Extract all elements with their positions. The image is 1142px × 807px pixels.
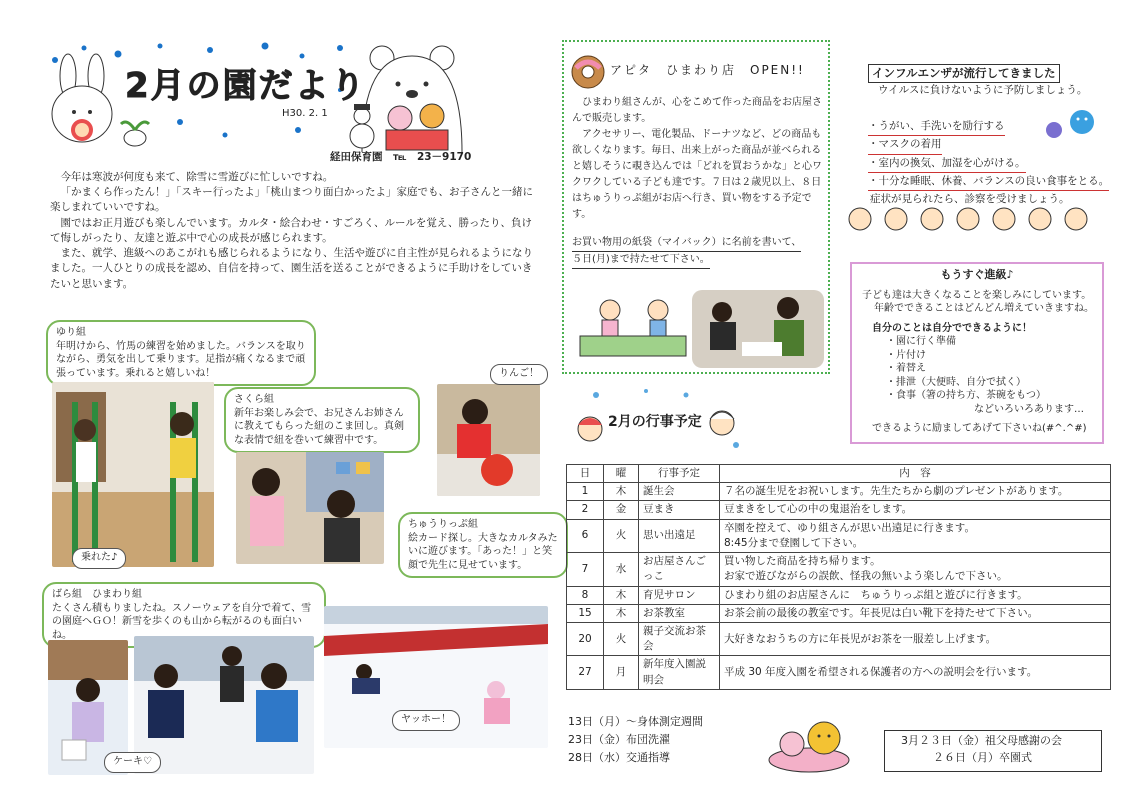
shinkyu-subtitle: 自分のことは自分でできるように！ — [872, 322, 1032, 334]
donut-icon — [570, 54, 606, 90]
row-weekday: 水 — [604, 553, 639, 586]
row-event: お店屋さんごっこ — [639, 553, 720, 586]
caption-bubble: りんご！ — [490, 364, 548, 385]
apita-text — [572, 95, 822, 269]
shop-craft-photo — [692, 290, 824, 368]
class-name: ちゅうりっぷ組 — [408, 519, 478, 530]
row-content — [720, 553, 1111, 586]
table-row — [567, 604, 1111, 622]
header-event: 行事予定 — [639, 465, 720, 483]
sakura-class-bubble — [224, 387, 420, 453]
row-event: 豆まき — [639, 501, 720, 519]
class-text: 年明けから、竹馬の練習を始めました。バランスを取りながら、勇気を出して乗ります。足指が痛くなるまで頑張っています。乗れると嬉しいね！ — [56, 340, 306, 379]
caption-bubble: 乗れた♪ — [72, 548, 126, 569]
class-name: さくら組 — [234, 394, 274, 405]
shinkyu-item: ・園に行く準備 — [886, 336, 956, 348]
shinkyu-item: ・排泄（大便時、自分で拭く） — [886, 376, 1026, 388]
intro-paragraph: 今年は寒波が何度も来て、除雪に雪遊びに忙しいですね。 — [60, 171, 334, 183]
virus-icon — [1040, 104, 1100, 148]
shinkyu-box — [850, 262, 1104, 444]
shinkyu-item: ・着替え — [886, 363, 926, 375]
caption-bubble: ケーキ♡ — [104, 752, 161, 773]
flu-item: ・マスクの着用 — [868, 136, 942, 154]
apita-title: アピタ ひまわり店 OPEN!! — [610, 63, 805, 77]
apita-notice-1: お買い物用の紙袋（マイバック）に名前を書いて、 — [572, 235, 801, 252]
note-item: 28日（水）交通指導 — [568, 751, 670, 765]
row-event: 誕生会 — [639, 483, 720, 501]
row-event: 親子交流お茶会 — [639, 622, 720, 655]
table-row — [567, 622, 1111, 655]
class-text: 新年お楽しみ会で、お兄さんお姉さんに教えてもらった紐のこま回し。真剣な表情で紐を巻いて練習中です。 — [234, 407, 404, 446]
shinkyu-closing: できるように励ましてあげて下さいね(#^.^#) — [872, 423, 1087, 435]
intro-paragraph: また、就学、進級へのあこがれも感じられるようになり、生活や遊びに自主性が見られるようになりました。一人ひとりの成長を認め、自信を持って、園生活を送ることができるように手助けをしていきたいと思います。 — [50, 247, 533, 290]
shinkyu-text: 子ども達は大きくなることを楽しみにしています。 — [862, 289, 1092, 301]
row-weekday: 木 — [604, 483, 639, 501]
row-weekday: 金 — [604, 501, 639, 519]
row-day: 8 — [567, 586, 604, 604]
row-day: 2 — [567, 501, 604, 519]
row-content: 平成 30 年度入園を希望される保護者の方への説明会を行います。 — [720, 656, 1111, 689]
class-text: たくさん積もりましたね。スノーウェアを自分で着て、雪の園庭へＧＯ！新雪を歩くのも山から転がるのも面白いね。 — [52, 602, 312, 641]
row-day: 15 — [567, 604, 604, 622]
stilts-photo — [52, 382, 214, 567]
header-weekday: 曜 — [604, 465, 639, 483]
schedule-title: 2月の行事予定 — [608, 414, 702, 430]
table-row — [567, 656, 1111, 689]
table-row — [567, 553, 1111, 586]
flu-item: ・十分な睡眠、休養、バランスの良い食事をとる。 — [868, 173, 1109, 191]
apita-paragraph: ひまわり組さんが、心をこめて作った商品をお店屋さんで販売します。 — [572, 97, 822, 124]
intro-paragraph: 園ではお正月遊びも楽しんでいます。カルタ・絵合わせ・すごろく、ルールを覚え、勝ったり、負けて悔しがったり、友達と遊ぶ中で心の成長が感じられます。 — [50, 216, 532, 244]
header-content: 内 容 — [720, 465, 1111, 483]
row-event: 育児サロン — [639, 586, 720, 604]
row-day: 20 — [567, 622, 604, 655]
flu-subtitle: ウイルスに負けないように予防しましょう。 — [878, 84, 1088, 96]
row-day: 27 — [567, 656, 604, 689]
apita-paragraph: アクセサリー、電化製品、ドーナツなど、どの商品も欲しくなります。毎日、出来上がった商品が並べられると嬉しそうに覗き込んでは「どれを買おうかな」と心ワクワクしている子ども達です。７日は２歳児以上、８日はちゅうりっぷ組がお店へ行き、買い物をする予定です。 — [572, 129, 822, 220]
row-weekday: 火 — [604, 519, 639, 552]
march-event: ２６日（月）卒園式 — [933, 750, 1032, 764]
shop-kids-illustration — [576, 296, 690, 360]
row-content: ７名の誕生児をお祝いします。先生たちから劇のプレゼントがあります。 — [720, 483, 1111, 501]
table-row — [567, 586, 1111, 604]
row-content: 大好きなおうちの方に年長児がお茶を一服差し上げます。 — [720, 622, 1111, 655]
row-event: お茶教室 — [639, 604, 720, 622]
table-row — [567, 483, 1111, 501]
monthly-notes — [568, 713, 703, 767]
flu-note: 症状が見られたら、診察を受けましょう。 — [870, 193, 1070, 206]
flu-title: インフルエンザが流行してきました — [868, 64, 1060, 83]
issue-date: H30. 2. 1 — [282, 108, 328, 119]
note-item: 23日（金）布団洗濯 — [568, 733, 670, 747]
row-content-line: お家で遊びながらの誤飲、怪我の無いよう楽しんで下さい。 — [724, 570, 1008, 583]
sick-faces-illustration — [846, 204, 1104, 234]
apple-card-photo — [437, 384, 540, 496]
row-day: 1 — [567, 483, 604, 501]
sprout-icon — [121, 122, 149, 146]
flu-item: ・室内の換気、加湿を心がける。 — [868, 155, 1026, 173]
caption-bubble: ヤッホー！ — [392, 710, 460, 731]
row-content: ひまわり組のお店屋さんに ちゅうりっぷ組と遊びに行きます。 — [720, 586, 1111, 604]
row-content — [720, 519, 1111, 552]
header-day: 日 — [567, 465, 604, 483]
shinkyu-item: ・食事（箸の持ち方、茶碗をもつ） — [886, 390, 1046, 402]
row-event: 思い出遠足 — [639, 519, 720, 552]
class-text: 絵カード探し。大きなカルタみたいに遊びます。「あった！」と笑顔で先生に見せています。 — [408, 532, 558, 571]
shinkyu-title: もうすぐ進級♪ — [940, 268, 1014, 281]
row-weekday: 月 — [604, 656, 639, 689]
row-day: 7 — [567, 553, 604, 586]
march-events-box — [884, 730, 1102, 772]
row-content: 豆まきをして心の中の鬼退治をします。 — [720, 501, 1111, 519]
table-row — [567, 519, 1111, 552]
rabbit-icon — [52, 54, 112, 142]
row-content-line: 買い物した商品を持ち帰ります。 — [724, 555, 881, 568]
apita-notice-2: ５日(月)まで持たせて下さい。 — [572, 252, 710, 269]
row-weekday: 火 — [604, 622, 639, 655]
row-content-line: 卒園を控えて、ゆり組さんが思い出遠足に行きます。 — [724, 521, 975, 534]
note-item: 13日（月）～身体測定週間 — [568, 715, 703, 728]
shinkyu-text: 年齢でできることはどんどん増えていきますね。 — [874, 303, 1094, 315]
schedule-table — [566, 464, 1111, 690]
table-row — [567, 501, 1111, 519]
flu-item: ・うがい、手洗いを励行する — [868, 118, 1005, 136]
intro-text — [50, 170, 535, 292]
row-content-line: 8:45分まで登園して下さい。 — [724, 536, 864, 549]
table-header-row — [567, 465, 1111, 483]
chuurippu-class-bubble — [398, 512, 568, 578]
top-spinning-photo — [236, 452, 384, 564]
class-name: ゆり組 — [56, 327, 86, 338]
row-day: 6 — [567, 519, 604, 552]
class-name: ばら組 ひまわり組 — [52, 589, 142, 600]
march-event: 3月２３日（金）祖父母感謝の会 — [901, 734, 1062, 747]
shinkyu-etc: などいろいろあります… — [974, 403, 1084, 415]
row-content: お茶会前の最後の教室です。年長児は白い靴下を持たせて下さい。 — [720, 604, 1111, 622]
page-title: 2月の園だより — [125, 66, 367, 106]
row-weekday: 木 — [604, 604, 639, 622]
intro-paragraph: 「かまくら作ったん！」「スキー行ったよ」「桃山まつり面白かったよ」家庭でも、お子さんと一緒に楽しまれていいですね。 — [50, 186, 533, 214]
yuri-class-bubble — [46, 320, 316, 386]
row-weekday: 木 — [604, 586, 639, 604]
school-name: 経田保育園 ℡ 23－9170 — [330, 151, 472, 163]
hot-spring-animals-illustration — [766, 708, 852, 774]
row-event: 新年度入園説明会 — [639, 656, 720, 689]
snow-play-photo — [134, 636, 314, 774]
shinkyu-item: ・片付け — [886, 349, 926, 361]
